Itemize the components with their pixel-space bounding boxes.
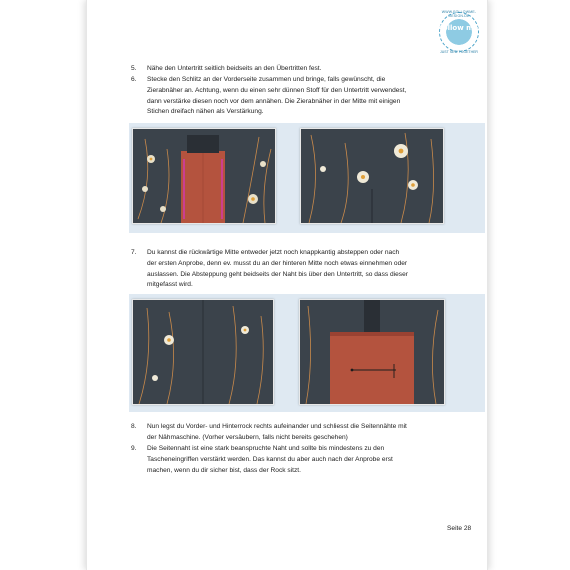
logo-ring: [439, 12, 479, 52]
step-number: 7.: [131, 249, 137, 256]
step-text: Du kannst die rückwärtige Mitte entweder jetzt noch knappkantig absteppen oder nach der ersten Anprobe, denn ev. musst du an der hinteren Mitte noch etwas einnehmen oder auslassen. Die Absteppung geht beidseits der Naht bis über den Untertritt, so dass dieser mitgefasst wird.: [147, 249, 408, 289]
page-number: Seite 28: [447, 525, 472, 532]
step-number: 5.: [131, 65, 137, 72]
step-number: 9.: [131, 445, 137, 452]
logo-url: WWW.FOLLOWME-DESIGN.DE: [441, 10, 477, 18]
step-text: Die Seitennaht ist eine stark beanspruchte Naht und sollte bis mindestens zu den Tascheneingriffen verstärkt werden. Das kannst du aber auch nach der Anprobe erst machen, wenn du dir sicher bist, dass der Rock sitzt.: [147, 445, 393, 474]
step-text: Nun legst du Vorder- und Hinterrock rechts aufeinander und schliesst die Seitennähte mit der Nähmaschine. (Vorher versäubern, falls nicht bereits geschehen): [147, 423, 407, 441]
photo-underlap-pinned: [299, 299, 445, 405]
step-text: Nähe den Untertritt seitlich beidseits an den Übertritten fest.: [147, 65, 322, 72]
logo-tagline: JUST SEW TOGETHER: [440, 50, 478, 54]
brand-logo: [439, 12, 479, 52]
photo-back-seam: [132, 299, 274, 405]
photo-front-stitched: [300, 128, 444, 224]
photo-front-slit: [132, 128, 276, 224]
document-page: [86, 0, 488, 570]
step-number: 6.: [131, 76, 137, 83]
step-text: Stecke den Schlitz an der Vorderseite zusammen und bringe, falls gewünscht, die Zierabnäher an. Achtung, wenn du einen sehr dünnen Stoff für den Untertritt verwendest, dann verstärke diesen noch vor dem annähen. Die Zierabnäher in der Mitte mit einigen Stichen dreifach nähen als Verstärkung.: [147, 76, 407, 116]
logo-name: follow me: [439, 24, 479, 32]
step-number: 8.: [131, 423, 137, 430]
